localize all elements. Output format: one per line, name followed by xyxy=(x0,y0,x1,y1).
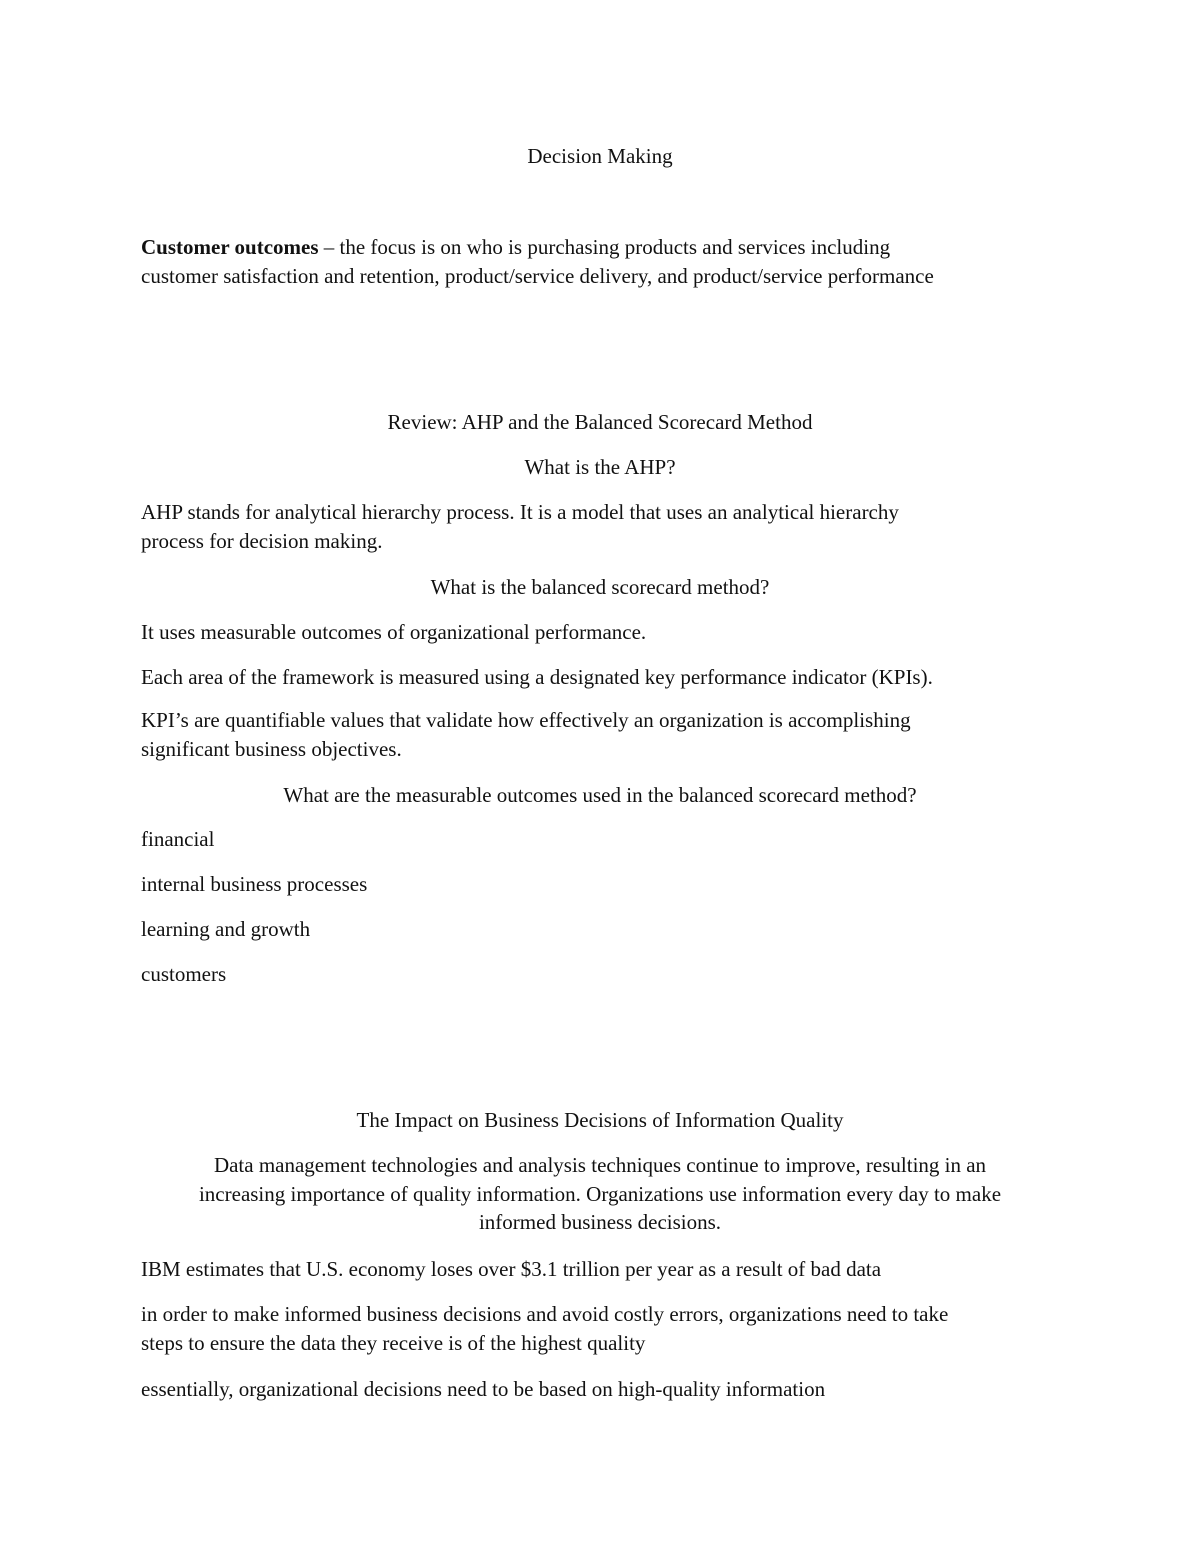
customer-outcomes-term: Customer outcomes xyxy=(141,235,319,259)
impact-intro-line-3: informed business decisions. xyxy=(478,1210,722,1234)
bsc-paragraph-1: It uses measurable outcomes of organizational performance. xyxy=(141,620,647,644)
customer-outcomes-line-1 xyxy=(141,233,1061,262)
steps-line-1: in order to make informed business decisions and avoid costly errors, organizations need to take xyxy=(141,1302,949,1326)
question-measurable-outcomes: What are the measurable outcomes used in the balanced scorecard method? xyxy=(283,783,917,807)
ahp-answer-line-1: AHP stands for analytical hierarchy process. It is a model that uses an analytical hierarchy xyxy=(141,500,899,524)
question-balanced-scorecard: What is the balanced scorecard method? xyxy=(430,575,770,599)
customer-outcomes-line-2: customer satisfaction and retention, product/service delivery, and product/service performance xyxy=(141,264,934,288)
outcome-item: financial xyxy=(141,827,215,851)
bsc-paragraph-3-line-2: significant business objectives. xyxy=(141,737,402,761)
impact-intro-line-1: Data management technologies and analysis techniques continue to improve, resulting in an xyxy=(213,1153,987,1177)
ibm-estimate: IBM estimates that U.S. economy loses over $3.1 trillion per year as a result of bad data xyxy=(141,1257,882,1281)
steps-line-2: steps to ensure the data they receive is of the highest quality xyxy=(141,1331,646,1355)
ahp-answer-line-2: process for decision making. xyxy=(141,529,383,553)
outcome-item: internal business processes xyxy=(141,872,368,896)
outcome-item: learning and growth xyxy=(141,917,311,941)
bsc-paragraph-2: Each area of the framework is measured using a designated key performance indicator (KPIs). xyxy=(141,665,933,689)
impact-intro-line-2: increasing importance of quality information. Organizations use information every day to make xyxy=(198,1182,1002,1206)
customer-outcomes-definition: – the focus is on who is purchasing products and services including xyxy=(318,235,891,259)
review-heading: Review: AHP and the Balanced Scorecard Method xyxy=(387,410,813,434)
bsc-paragraph-3-line-1: KPI’s are quantifiable values that validate how effectively an organization is accomplishing xyxy=(141,708,911,732)
page-title: Decision Making xyxy=(527,144,673,168)
outcome-item: customers xyxy=(141,962,227,986)
impact-heading: The Impact on Business Decisions of Information Quality xyxy=(356,1108,844,1132)
question-ahp: What is the AHP? xyxy=(524,455,676,479)
essentially-line: essentially, organizational decisions need to be based on high-quality information xyxy=(141,1377,826,1401)
